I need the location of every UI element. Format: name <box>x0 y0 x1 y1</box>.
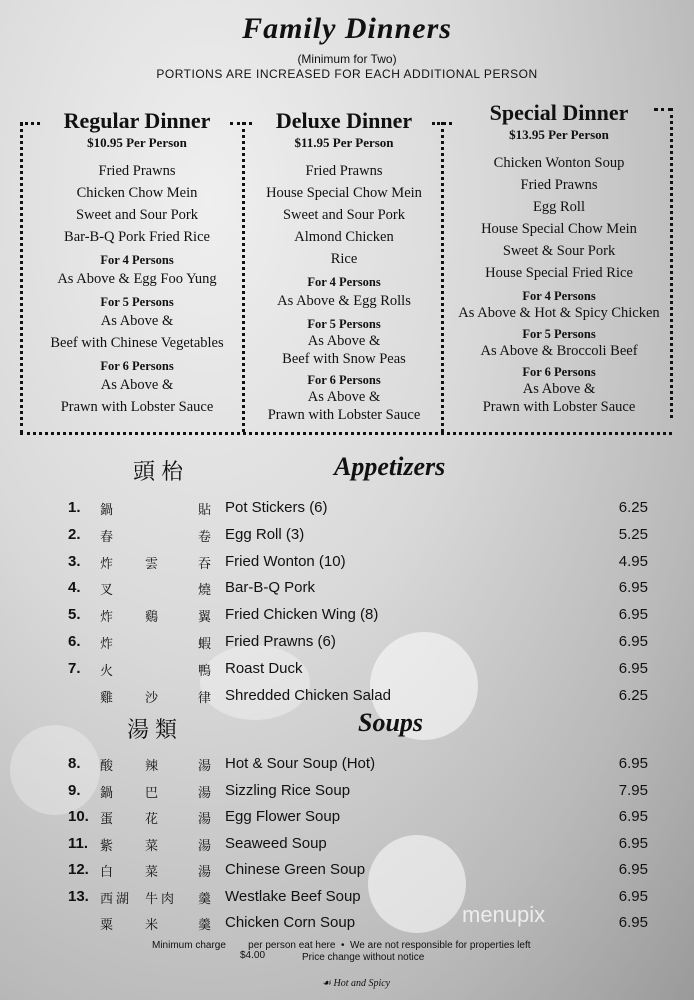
item-number: 5. <box>68 606 81 624</box>
chinese-char: 叉 <box>100 583 117 599</box>
persons-label: For 4 Persons <box>522 289 596 303</box>
persons-label: For 5 Persons <box>522 327 596 341</box>
chinese-char: 燒 <box>197 583 214 599</box>
menu-item: As Above & <box>307 389 381 405</box>
menu-item: Sweet & Sour Pork <box>502 243 616 259</box>
menu-row <box>0 499 694 525</box>
item-number: 4. <box>68 579 81 597</box>
item-price: 7.95 <box>618 781 648 799</box>
menu-item: Sweet and Sour Pork <box>282 207 406 223</box>
chinese-char: 雞 <box>100 690 117 706</box>
chinese-char: 湯 <box>197 785 214 801</box>
item-name: Roast Duck <box>225 659 303 677</box>
item-name: Fried Wonton (10) <box>225 552 346 570</box>
menu-item: Beef with Snow Peas <box>282 351 406 367</box>
chinese-char: 律 <box>197 690 214 706</box>
menu-item: As Above & <box>100 377 174 393</box>
item-price: 6.95 <box>618 606 648 624</box>
footer-price-change: Price change without notice <box>302 952 425 963</box>
appetizers-title: Appetizers <box>334 452 446 481</box>
chinese-char: 蝦 <box>197 637 214 652</box>
chinese-char: 貼 <box>197 503 214 518</box>
item-number: 12. <box>68 861 89 878</box>
item-name: Chicken Corn Soup <box>225 914 356 931</box>
hot-spicy-icon: ☙ <box>322 978 334 989</box>
chinese-char: 菜 <box>145 838 162 854</box>
appetizers-chinese-title: 頭枱 <box>133 460 190 485</box>
item-number: 8. <box>68 755 81 772</box>
item-number: 2. <box>68 525 81 543</box>
item-name: Fried Chicken Wing (8) <box>225 606 379 624</box>
item-name: Bar-B-Q Pork <box>225 579 316 597</box>
menu-item: Chicken Chow Mein <box>76 185 198 201</box>
chinese-char: 火 <box>100 663 117 679</box>
chinese-char: 炸 <box>100 556 117 572</box>
chinese-char: 炸 <box>100 637 117 652</box>
item-price: 6.95 <box>618 861 648 878</box>
menu-item: Almond Chicken <box>294 229 394 245</box>
menu-row <box>0 782 694 808</box>
item-name: Shredded Chicken Salad <box>225 686 391 704</box>
chinese-char: 牛肉 <box>145 891 178 907</box>
special-dinner-title: Special Dinner <box>489 100 629 125</box>
menu-item: Beef with Chinese Vegetables <box>50 335 224 351</box>
menu-item: Bar-B-Q Pork Fried Rice <box>64 229 210 245</box>
item-name: Westlake Beef Soup <box>225 887 361 905</box>
chinese-char: 鍋 <box>100 785 117 801</box>
item-price: 6.95 <box>618 659 648 677</box>
persons-label: For 6 Persons <box>100 359 174 373</box>
menu-item: House Special Chow Mein <box>481 221 637 237</box>
deluxe-dinner-column <box>246 108 442 424</box>
chinese-char: 花 <box>145 812 162 827</box>
chinese-char: 春 <box>100 529 117 545</box>
chinese-char: 紫 <box>100 838 117 854</box>
menu-row <box>0 808 694 834</box>
chinese-char: 湯 <box>197 812 214 827</box>
persons-label: For 5 Persons <box>100 295 174 309</box>
chinese-char: 酸 <box>100 759 117 774</box>
menu-item: House Special Chow Mein <box>266 185 422 201</box>
deluxe-dinner-price: $11.95 Per Person <box>294 135 394 150</box>
item-price: 6.95 <box>618 887 648 905</box>
footer-minimum-amount: $4.00 <box>240 950 266 961</box>
menu-item: House Special Fried Rice <box>485 265 633 281</box>
chinese-char: 鴨 <box>197 663 214 679</box>
chinese-char: 白 <box>100 865 117 880</box>
regular-dinner-column <box>30 108 244 418</box>
hot-spicy-label: Hot and Spicy <box>333 978 391 989</box>
item-name: Hot & Sour Soup (Hot) <box>225 755 376 772</box>
menu-row <box>0 687 694 713</box>
soups-title: Soups <box>358 708 424 737</box>
item-price: 6.25 <box>618 686 648 704</box>
deluxe-dinner-title: Deluxe Dinner <box>275 108 413 133</box>
chinese-char: 湯 <box>197 759 214 774</box>
item-number: 9. <box>68 781 81 799</box>
menu-row <box>0 888 694 914</box>
item-price: 5.25 <box>618 525 648 543</box>
hot-spicy-legend <box>322 978 390 989</box>
menu-item: As Above & Hot & Spicy Chicken <box>458 305 660 321</box>
menu-row <box>0 861 694 887</box>
menu-item: Prawn with Lobster Sauce <box>482 399 636 415</box>
menu-row <box>0 755 694 781</box>
menu-item: Prawn with Lobster Sauce <box>60 399 214 415</box>
persons-label: For 4 Persons <box>100 253 174 267</box>
menu-item: Fried Prawns <box>98 163 176 179</box>
menu-item: Sweet and Sour Pork <box>75 207 199 223</box>
soups-chinese-title: 湯類 <box>127 718 184 743</box>
chinese-char: 蛋 <box>100 812 117 827</box>
menu-row <box>0 633 694 659</box>
chinese-char: 辣 <box>145 759 162 774</box>
special-dinner-price: $13.95 Per Person <box>509 127 609 142</box>
menu-row <box>0 835 694 861</box>
item-price: 6.95 <box>618 579 648 597</box>
item-name: Pot Stickers (6) <box>225 499 328 516</box>
item-name: Fried Prawns (6) <box>225 633 336 650</box>
regular-dinner-title: Regular Dinner <box>63 108 211 133</box>
minimum-note: (Minimum for Two) <box>297 52 397 66</box>
item-price: 6.95 <box>618 755 648 772</box>
item-name: Chinese Green Soup <box>225 861 366 878</box>
item-number: 6. <box>68 633 81 650</box>
item-number: 13. <box>68 887 89 905</box>
menu-item: As Above & Egg Rolls <box>277 293 411 309</box>
watermark: menupix <box>462 902 546 927</box>
menu-row <box>0 660 694 686</box>
menu-row <box>0 553 694 579</box>
box-border-left <box>20 122 23 434</box>
menu-item: As Above & Broccoli Beef <box>480 343 638 359</box>
item-price: 6.95 <box>618 914 648 931</box>
item-number: 7. <box>68 659 81 677</box>
item-number: 3. <box>68 552 81 570</box>
chinese-char: 米 <box>145 918 162 933</box>
chinese-char: 羹 <box>197 918 214 933</box>
menu-row <box>0 526 694 552</box>
chinese-char: 炸 <box>100 610 117 626</box>
item-name: Egg Flower Soup <box>225 808 341 825</box>
chinese-char: 鷄 <box>145 610 162 626</box>
item-number: 1. <box>68 499 81 516</box>
portions-note: PORTIONS ARE INCREASED FOR EACH ADDITIONAL PERSON <box>156 67 538 81</box>
item-price: 6.95 <box>618 808 648 825</box>
item-name: Sizzling Rice Soup <box>225 781 351 799</box>
item-price: 4.95 <box>618 552 648 570</box>
item-number: 10. <box>68 808 89 825</box>
menu-item: Fried Prawns <box>520 177 598 193</box>
item-name: Seaweed Soup <box>225 834 327 852</box>
menu-item: As Above & Egg Foo Yung <box>57 271 217 287</box>
chinese-char: 湯 <box>197 865 214 880</box>
menu-row <box>0 914 694 940</box>
chinese-char: 湯 <box>197 838 214 854</box>
footer-line1: Minimum charge per person eat here • We are not responsible for properties left <box>152 940 531 951</box>
chinese-char: 雲 <box>145 556 162 572</box>
item-name: Egg Roll (3) <box>225 525 305 543</box>
chinese-char: 卷 <box>197 529 214 545</box>
special-dinner-column <box>446 100 672 416</box>
persons-label: For 4 Persons <box>307 275 381 289</box>
menu-item: Egg Roll <box>533 199 585 215</box>
menu-item: Prawn with Lobster Sauce <box>267 407 421 423</box>
chinese-char: 西湖 <box>100 891 133 907</box>
menu-item: Fried Prawns <box>305 163 383 179</box>
chinese-char: 沙 <box>145 690 162 706</box>
menu-item: Rice <box>330 251 358 267</box>
menu-title: Family Dinners <box>242 12 452 45</box>
menu-item: As Above & <box>100 313 174 329</box>
chinese-char: 羹 <box>197 891 214 907</box>
item-price: 6.25 <box>618 499 648 516</box>
menu-row <box>0 606 694 632</box>
chinese-char: 鍋 <box>100 503 117 518</box>
menu-item: As Above & <box>522 381 596 397</box>
menu-item: As Above & <box>307 333 381 349</box>
chinese-char: 菜 <box>145 865 162 880</box>
item-price: 6.95 <box>618 834 648 852</box>
chinese-char: 粟 <box>100 918 117 933</box>
persons-label: For 6 Persons <box>522 365 596 379</box>
persons-label: For 5 Persons <box>307 317 381 331</box>
chinese-char: 巴 <box>145 785 162 801</box>
item-number: 11. <box>68 834 89 852</box>
menu-item: Chicken Wonton Soup <box>493 155 625 171</box>
regular-dinner-price: $10.95 Per Person <box>87 135 187 150</box>
chinese-char: 吞 <box>197 556 214 572</box>
chinese-char: 翼 <box>197 610 214 626</box>
item-price: 6.95 <box>618 633 648 650</box>
box-border-bottom <box>20 432 672 435</box>
menu-row <box>0 579 694 605</box>
persons-label: For 6 Persons <box>307 373 381 387</box>
